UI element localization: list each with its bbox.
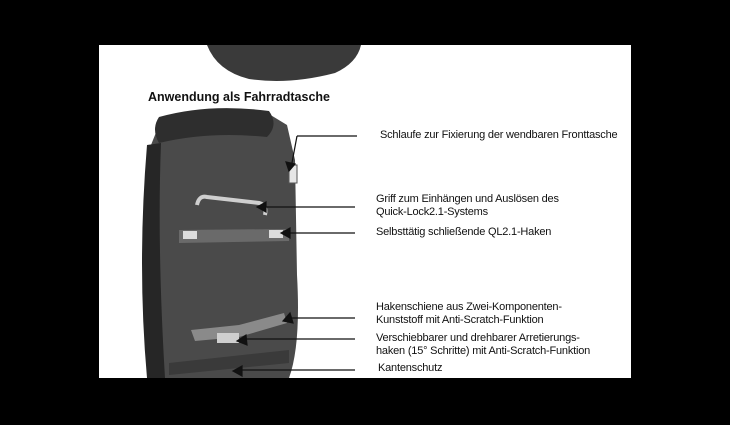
callout-line: Griff zum Einhängen und Auslösen des — [376, 193, 559, 205]
section-heading: Anwendung als Fahrradtasche — [148, 90, 330, 104]
callout-handle — [376, 193, 559, 219]
ql-hook-left — [183, 231, 197, 239]
manual-page — [99, 45, 631, 378]
callout-locking-hook — [376, 332, 590, 358]
callout-edge-protection — [378, 362, 442, 375]
callout-line: Quick-Lock2.1-Systems — [376, 206, 488, 218]
callout-fixing-loop — [380, 129, 617, 142]
callout-line: Verschiebbarer und drehbarer Arretierungs- — [376, 332, 580, 344]
locking-hook — [217, 333, 239, 343]
ql-hook-right — [269, 230, 283, 238]
callout-line: Kunststoff mit Anti-Scratch-Funktion — [376, 314, 544, 326]
callout-line: Kantenschutz — [378, 362, 443, 374]
callout-line: Selbsttätig schließende QL2.1-Haken — [376, 226, 552, 238]
callout-line: haken (15° Schritte) mit Anti-Scratch-Funktion — [376, 345, 591, 357]
callout-line: Schlaufe zur Fixierung der wendbaren Fronttasche — [380, 129, 618, 141]
upper-bag-fragment — [207, 45, 361, 81]
callout-hook-rail — [376, 301, 562, 327]
callout-line: Hakenschiene aus Zwei-Komponenten- — [376, 301, 562, 313]
callout-ql-hooks — [376, 226, 551, 239]
